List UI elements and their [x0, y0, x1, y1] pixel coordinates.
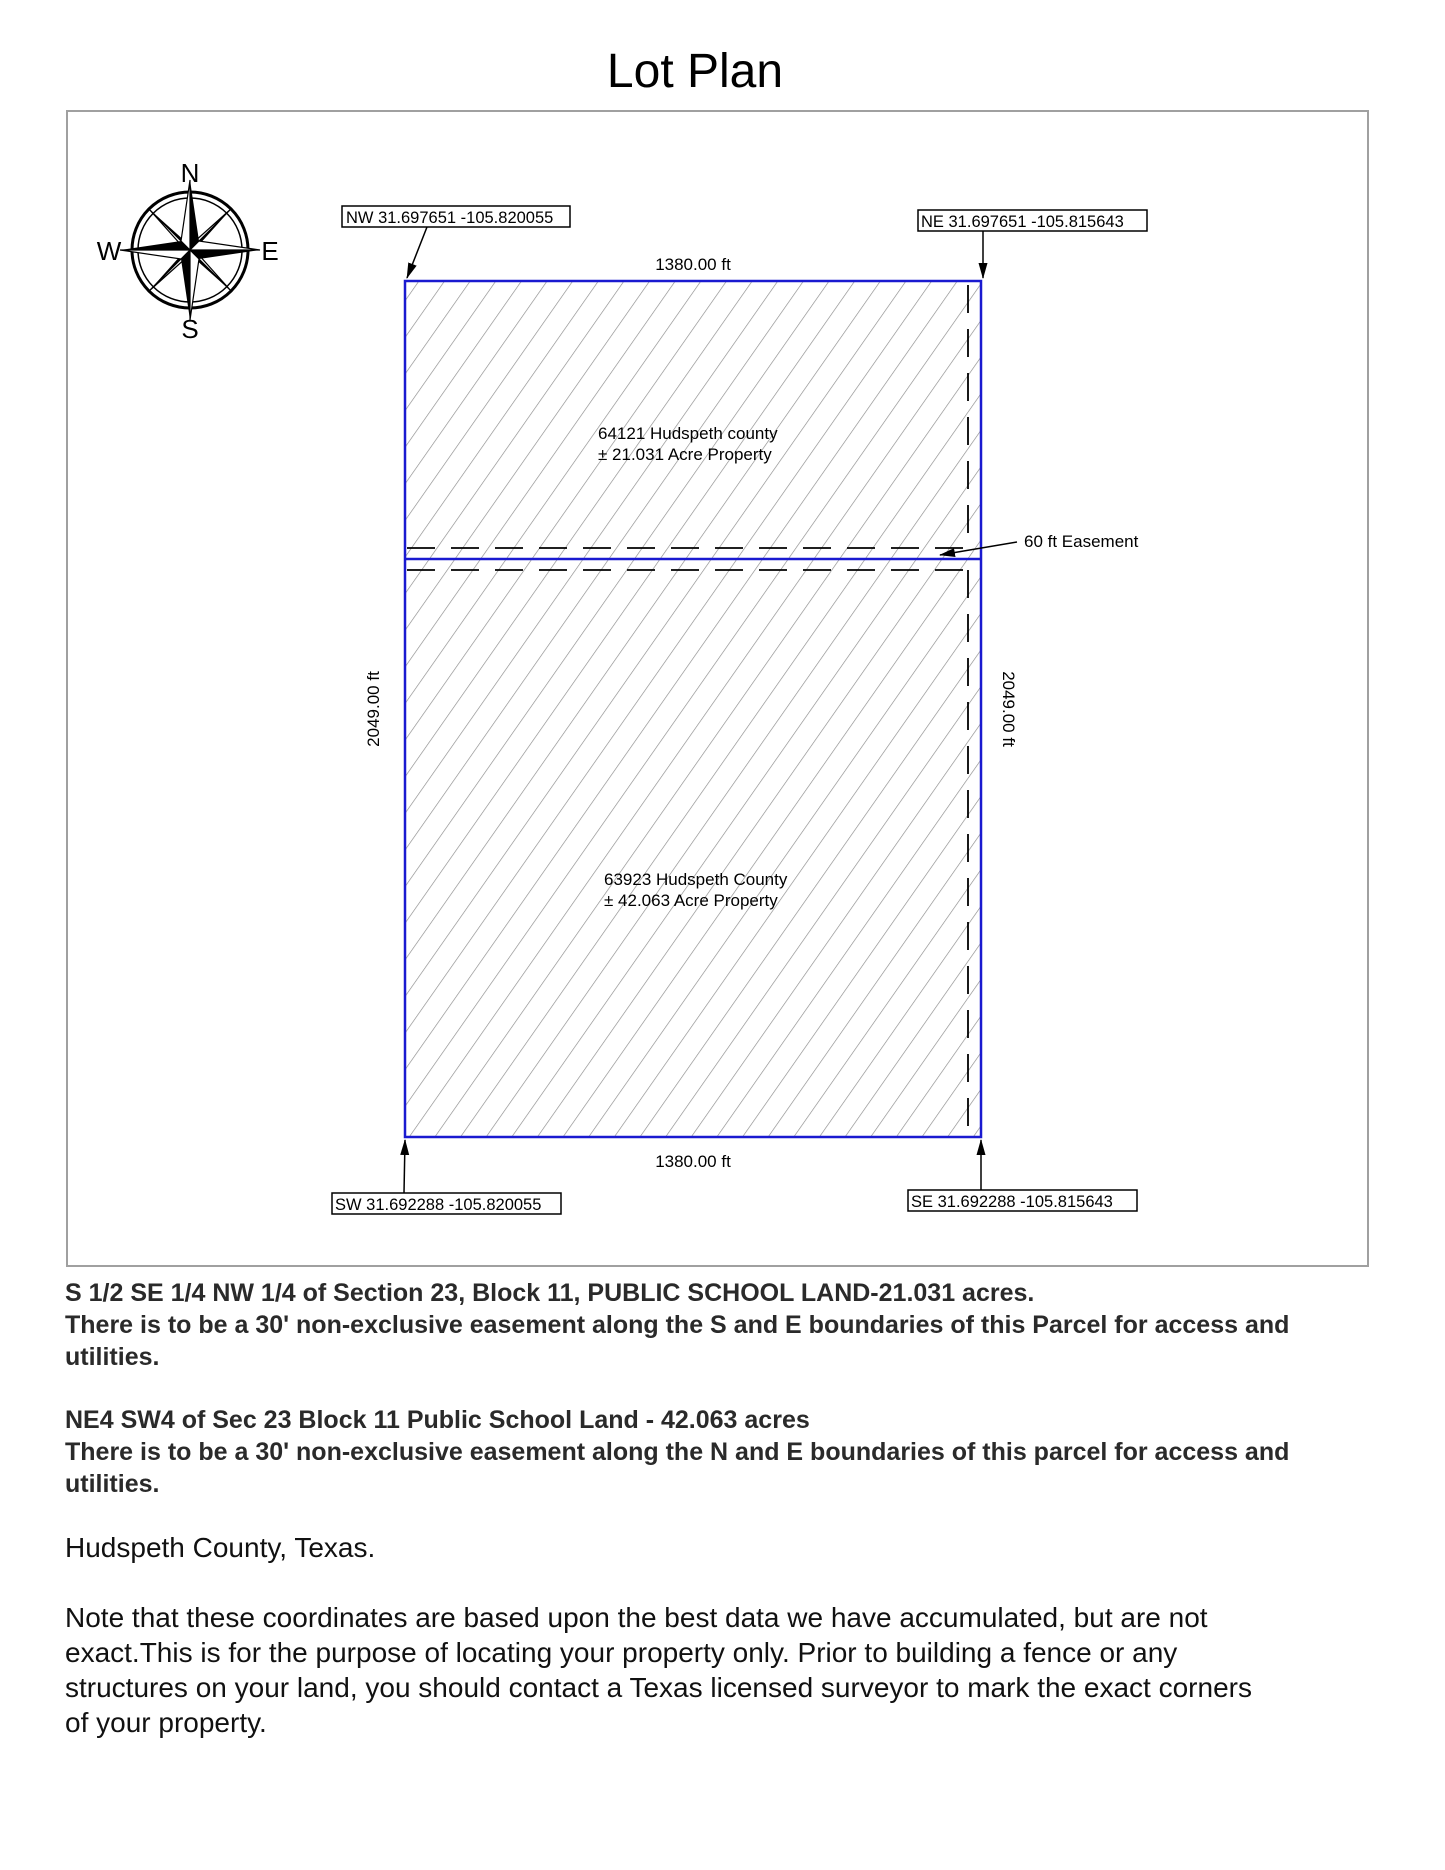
- compass-rose-icon: [120, 180, 260, 320]
- corner-se-coords: SE 31.692288 -105.815643: [911, 1193, 1113, 1211]
- county-line: [65, 1530, 1385, 1565]
- parcel-south-acreage: ± 42.063 Acre Property: [604, 891, 778, 910]
- page-title: Lot Plan: [606, 45, 784, 98]
- easement-label: 60 ft Easement: [1024, 532, 1139, 551]
- corner-callout-nw: [342, 206, 570, 278]
- disclaimer-text: Note that these coordinates are based upon the best data we have accumulated, but are not exact.This is for the purpose of locating your property only. Prior to building a fence or any structures on your land, you should contact a Texas licensed surveyor to mark the exact corners of your property.: [65, 1602, 1252, 1738]
- parcel-south-hatch: [405, 559, 981, 1137]
- compass-south-label: S: [181, 314, 199, 344]
- legal-description-heading: S 1/2 SE 1/4 NW 1/4 of Section 23, Block 11, PUBLIC SCHOOL LAND-21.031 acres.: [65, 1279, 1035, 1307]
- dimension-bottom: 1380.00 ft: [655, 1152, 731, 1171]
- parcel-north-id: 64121 Hudspeth county: [598, 424, 778, 443]
- legal-description-north: [65, 1277, 1385, 1373]
- compass-east-label: E: [261, 236, 279, 266]
- corner-sw-coords: SW 31.692288 -105.820055: [335, 1196, 542, 1214]
- parcel-north-hatch: [405, 281, 981, 559]
- disclaimer-note: [65, 1600, 1265, 1740]
- legal-description-body: There is to be a 30' non-exclusive easement along the S and E boundaries of this Parcel for access and utilities.: [65, 1311, 1290, 1371]
- compass-west-label: W: [96, 236, 122, 266]
- county-text: Hudspeth County, Texas.: [65, 1532, 376, 1563]
- parcel-north-acreage: ± 21.031 Acre Property: [598, 445, 772, 464]
- corner-callout-se: [908, 1140, 1137, 1211]
- parcel-north-label: [596, 421, 784, 465]
- corner-nw-coords: NW 31.697651 -105.820055: [346, 209, 554, 227]
- dimension-top: 1380.00 ft: [655, 255, 731, 274]
- dimension-right: 2049.00 ft: [999, 671, 1018, 747]
- legal-description-heading: NE4 SW4 of Sec 23 Block 11 Public School Land - 42.063 acres: [65, 1406, 810, 1434]
- dimension-left: 2049.00 ft: [364, 671, 383, 747]
- legal-description-south: [65, 1404, 1385, 1500]
- legal-description-body: There is to be a 30' non-exclusive easement along the N and E boundaries of this parcel for access and utilities.: [65, 1438, 1290, 1498]
- corner-callout-sw: [332, 1140, 561, 1214]
- compass-north-label: N: [180, 158, 200, 188]
- parcel-south-id: 63923 Hudspeth County: [604, 870, 788, 889]
- corner-callout-ne: [918, 210, 1147, 278]
- corner-ne-coords: NE 31.697651 -105.815643: [921, 213, 1124, 231]
